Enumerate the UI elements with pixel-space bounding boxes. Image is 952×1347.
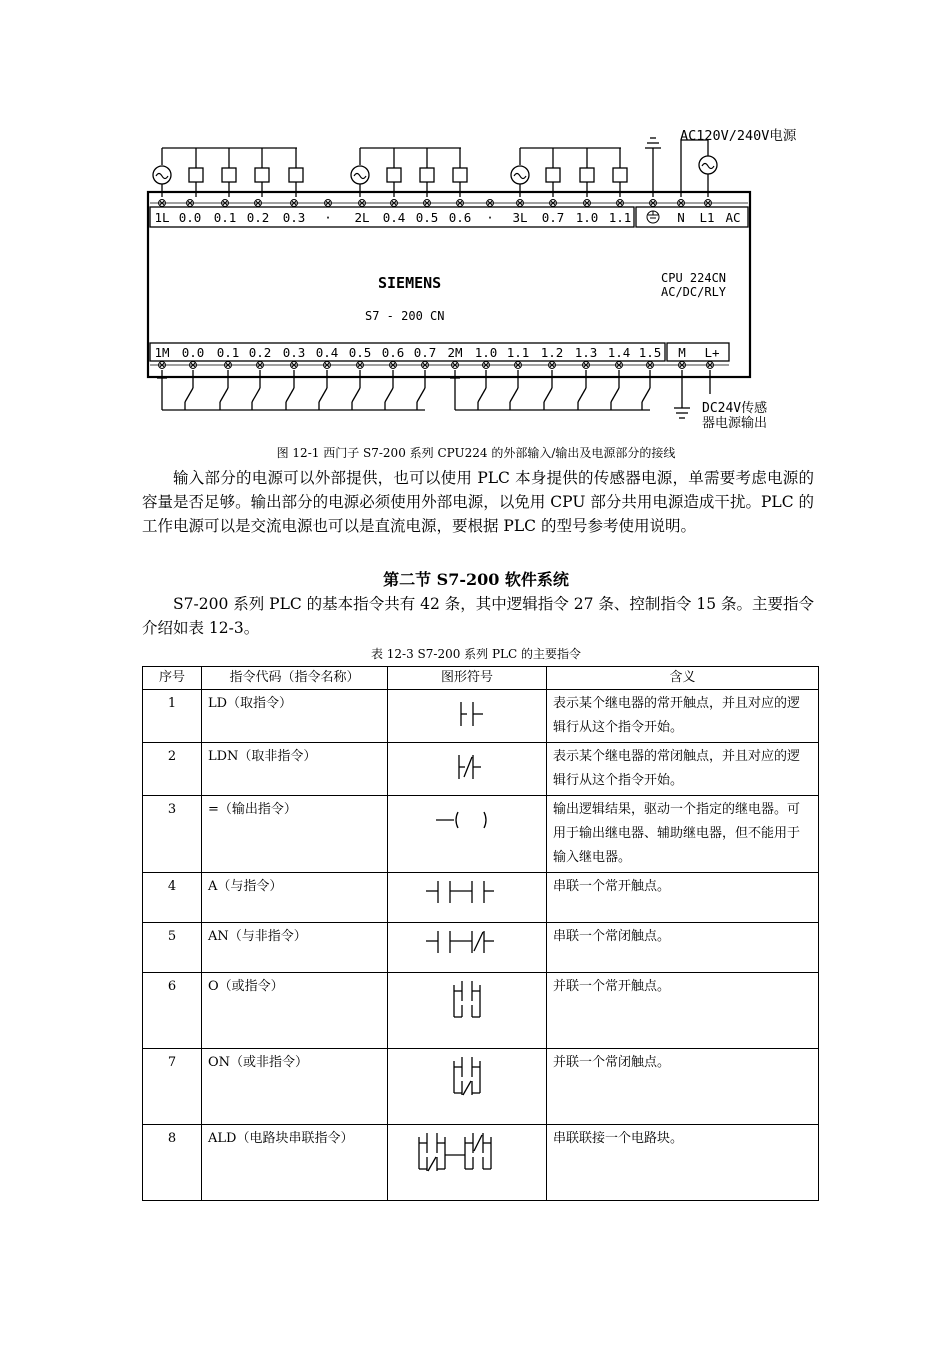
top-terminal-label: · (324, 210, 332, 225)
bottom-terminal-label: 1.1 (506, 345, 530, 360)
sensor-terminal-label: M (678, 345, 686, 360)
row-meaning: 并联一个常闭触点。 (547, 1049, 819, 1125)
paragraph-power: 输入部分的电源可以外部提供，也可以使用 PLC 本身提供的传感器电源，单需要考虑电源的容量是否足够。输出部分的电源必须使用外部电源，以免用 CPU 部分共用电源造成干扰。PLC 的工作电源可以是交流电源也可以是直流电源，要根据 PLC 的型号参考使用说明。 (142, 469, 814, 535)
table-row (143, 690, 819, 743)
row-meaning: 并联一个常开触点。 (547, 973, 819, 1049)
section-title: 第二节 S7-200 软件系统 (383, 570, 569, 589)
bottom-terminal-label: 1.0 (474, 345, 498, 360)
top-terminal-label: 0.2 (246, 210, 270, 225)
table-row (143, 973, 819, 1049)
bottom-terminal-label: 1.3 (574, 345, 598, 360)
row-no: 1 (143, 690, 202, 743)
row-symbol (388, 796, 547, 873)
bottom-terminal-label: 2M (447, 345, 463, 360)
cpu-label-line2: AC/DC/RLY (661, 285, 727, 299)
top-terminal-label: 0.0 (178, 210, 202, 225)
top-terminal-label: 0.6 (448, 210, 472, 225)
table-caption: 表 12-3 S7-200 系列 PLC 的主要指令 (370, 647, 582, 661)
row-code: LD（取指令） (202, 690, 388, 743)
bottom-terminal-label: 1.2 (540, 345, 564, 360)
row-code: O（或指令） (202, 973, 388, 1049)
parallel-no-contact-icon (432, 977, 502, 1021)
row-meaning: 表示某个继电器的常开触点，并且对应的逻辑行从这个指令开始。 (547, 690, 819, 743)
bottom-terminal-label: 0.7 (413, 345, 437, 360)
table-row (143, 873, 819, 923)
top-terminal-label: 1.1 (608, 210, 632, 225)
figure-caption: 图 12-1 西门子 S7-200 系列 CPU224 的外部输入/输出及电源部分的接线 (276, 446, 676, 460)
bottom-terminal-label: 0.3 (282, 345, 306, 360)
bottom-terminal-label: 1.4 (607, 345, 631, 360)
header-no: 序号 (143, 667, 202, 690)
series-nc-contact-icon (412, 927, 522, 957)
ac-power-label: AC120V/240V电源 (680, 128, 797, 144)
plc-wiring-diagram (0, 0, 952, 440)
brand-label: SIEMENS (378, 274, 442, 292)
table-row (143, 1049, 819, 1125)
row-no: 6 (143, 973, 202, 1049)
power-terminal-label: L1 (699, 210, 715, 225)
bottom-terminal-label: 0.4 (315, 345, 339, 360)
row-code: ON（或非指令） (202, 1049, 388, 1125)
table-row (143, 923, 819, 973)
model-label: S7 - 200 CN (365, 309, 445, 323)
bottom-terminal-label: 0.6 (381, 345, 405, 360)
output-coil-icon (422, 800, 512, 836)
top-terminal-label: · (486, 210, 494, 225)
row-symbol (388, 873, 547, 923)
top-terminal-label: 1L (154, 210, 170, 225)
row-code: =（输出指令） (202, 796, 388, 873)
no-contact-start-icon (437, 694, 497, 730)
sensor-label-line1: DC24V传感 (702, 401, 768, 416)
row-symbol (388, 923, 547, 973)
nc-contact-start-icon (437, 747, 497, 783)
header-symbol: 图形符号 (388, 667, 547, 690)
row-meaning: 串联一个常闭触点。 (547, 923, 819, 973)
sensor-terminal-label: L+ (704, 345, 720, 360)
bottom-terminal-label: 1.5 (638, 345, 662, 360)
row-no: 7 (143, 1049, 202, 1125)
row-meaning: 串联一个常开触点。 (547, 873, 819, 923)
row-no: 4 (143, 873, 202, 923)
row-code: A（与指令） (202, 873, 388, 923)
instruction-table (142, 666, 819, 1201)
table-header-row (143, 667, 819, 690)
parallel-nc-contact-icon (432, 1053, 502, 1097)
top-terminal-label: 0.7 (541, 210, 565, 225)
row-code: AN（与非指令） (202, 923, 388, 973)
bottom-terminal-label: 0.0 (181, 345, 205, 360)
table-row (143, 796, 819, 873)
table-row (143, 743, 819, 796)
row-code: ALD（电路块串联指令） (202, 1125, 388, 1201)
row-symbol (388, 1125, 547, 1201)
top-terminal-label: 0.4 (382, 210, 406, 225)
sensor-label-line2: 器电源输出 (702, 416, 768, 431)
top-terminal-label: 0.5 (415, 210, 439, 225)
row-symbol (388, 973, 547, 1049)
bottom-terminal-label: 0.1 (216, 345, 240, 360)
row-symbol (388, 1049, 547, 1125)
row-no: 2 (143, 743, 202, 796)
top-terminal-label: 0.3 (282, 210, 306, 225)
bottom-terminal-label: 1M (154, 345, 170, 360)
bottom-terminal-label: 0.5 (348, 345, 372, 360)
block-series-icon (407, 1129, 527, 1173)
row-symbol (388, 690, 547, 743)
row-meaning: 输出逻辑结果，驱动一个指定的继电器。可用于输出继电器、辅助继电器，但不能用于输入继电器。 (547, 796, 819, 873)
row-no: 5 (143, 923, 202, 973)
top-terminal-label: 1.0 (575, 210, 599, 225)
power-terminal-label: N (677, 210, 685, 225)
top-terminal-label: 0.1 (213, 210, 237, 225)
row-meaning: 表示某个继电器的常闭触点，并且对应的逻辑行从这个指令开始。 (547, 743, 819, 796)
row-no: 3 (143, 796, 202, 873)
row-code: LDN（取非指令） (202, 743, 388, 796)
power-terminal-label: AC (725, 210, 741, 225)
cpu-label-line1: CPU 224CN (661, 271, 727, 285)
ground-terminal-icon (647, 211, 659, 223)
row-meaning: 串联联接一个电路块。 (547, 1125, 819, 1201)
series-no-contact-icon (412, 877, 522, 907)
top-terminal-label: 3L (512, 210, 528, 225)
bottom-terminal-label: 0.2 (248, 345, 272, 360)
header-code: 指令代码（指令名称） (202, 667, 388, 690)
paragraph-instructions: S7-200 系列 PLC 的基本指令共有 42 条，其中逻辑指令 27 条、控制指令 15 条。主要指令介绍如表 12-3。 (142, 595, 814, 637)
table-row (143, 1125, 819, 1201)
top-terminal-label: 2L (354, 210, 370, 225)
header-meaning: 含义 (547, 667, 819, 690)
row-no: 8 (143, 1125, 202, 1201)
row-symbol (388, 743, 547, 796)
